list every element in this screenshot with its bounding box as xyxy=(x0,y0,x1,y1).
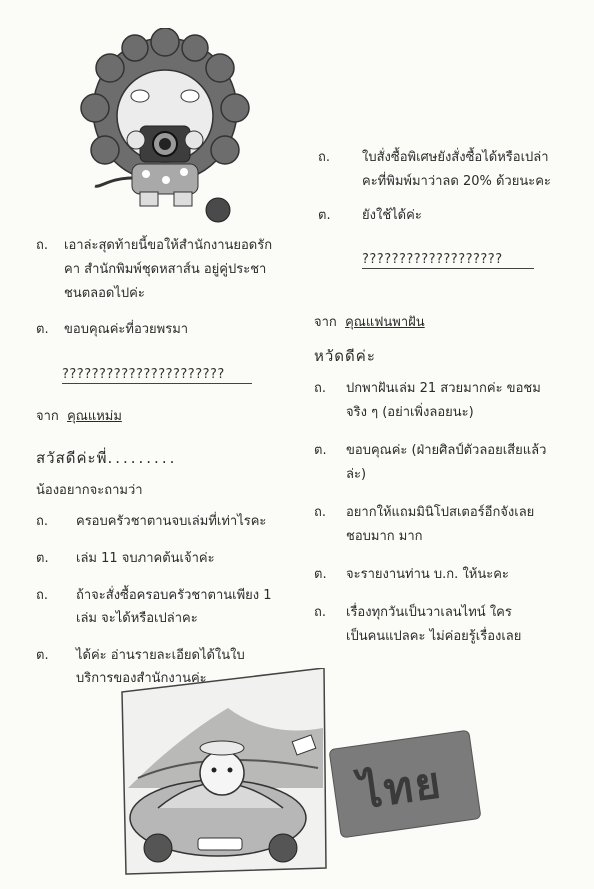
answer-marker: ต. xyxy=(36,648,49,663)
question-line: ชอบมาก มาก xyxy=(346,529,423,544)
car-illustration xyxy=(118,668,330,876)
question-marker: ถ. xyxy=(36,588,49,603)
answer-marker: ต. xyxy=(314,443,327,458)
question-line: เอาล่ะสุดท้ายนี้ขอให้สำนักงานยอดรัก xyxy=(64,238,273,253)
from-name: คุณแหม่ม xyxy=(67,409,122,424)
question-line: ถ้าจะสั่งซื้อครอบครัวชาตานเพียง 1 xyxy=(76,588,272,603)
answer-line: ล่ะ) xyxy=(346,467,367,482)
question-marker: ถ. xyxy=(318,150,331,165)
greeting-dots: ......... xyxy=(107,449,178,467)
question-line: ชนตลอดไปค่ะ xyxy=(64,286,145,301)
question-line: คะที่พิมพ์มาว่าลด 20% ด้วยนะคะ xyxy=(362,174,551,189)
question-line: ปกพาฝันเล่ม 21 สวยมากค่ะ ขอชม xyxy=(346,381,541,396)
answer-line: ขอบคุณค่ะ (ฝ่ายศิลป์ตัวลอยเสียแล้ว xyxy=(346,443,547,458)
question-line: เล่ม จะได้หรือเปล่าคะ xyxy=(76,611,198,626)
answer-line: จะรายงานท่าน บ.ก. ให้นะคะ xyxy=(346,567,509,582)
stamp-text: ไทย xyxy=(356,757,446,820)
question-marker: ถ. xyxy=(314,381,327,396)
answer-line: ขอบคุณค่ะที่อวยพรมา xyxy=(64,322,189,337)
answer-marker: ต. xyxy=(36,551,49,566)
left-separator: ?????????????????????? xyxy=(62,367,252,385)
answer-line: เล่ม 11 จบภาคต้นเจ้าค่ะ xyxy=(76,551,215,566)
answer-marker: ต. xyxy=(36,322,49,337)
question-marker: ถ. xyxy=(314,605,327,620)
left-intro: น้องอยากจะถามว่า xyxy=(36,483,143,498)
thai-stamp xyxy=(328,730,481,839)
question-line: จริง ๆ (อย่าเพิ่งลอยนะ) xyxy=(346,405,474,420)
right-greeting: หวัดดีค่ะ xyxy=(314,347,376,365)
from-prefix: จาก xyxy=(314,315,337,330)
right-separator: ??????????????????? xyxy=(362,252,534,270)
question-line: ใบสั่งซื้อพิเศษยังสั่งซื้อได้หรือเปล่า xyxy=(362,150,549,165)
question-line: คา สำนักพิมพ์ชุดหสาส์น อยู่คู่ประชา xyxy=(64,262,267,277)
from-name: คุณแฟนพาฝัน xyxy=(345,315,425,330)
question-marker: ถ. xyxy=(36,238,49,253)
answer-marker: ต. xyxy=(318,208,331,223)
question-line: ครอบครัวชาตานจบเล่มที่เท่าไรคะ xyxy=(76,514,267,529)
question-line: อยากให้แถมมินิโปสเตอร์อีกจังเลย xyxy=(346,505,535,520)
lion-camera-illustration xyxy=(70,28,260,228)
left-greeting xyxy=(36,446,177,470)
answer-line: บริการของสำนักงานค่ะ xyxy=(76,671,207,686)
answer-line: ได้ค่ะ อ่านรายละเอียดได้ในใบ xyxy=(76,648,245,663)
question-line: เป็นคนแปลคะ ไม่ค่อยรู้เรื่องเลย xyxy=(346,629,522,644)
question-line: เรื่องทุกวันเป็นวาเลนไทน์ ใคร xyxy=(346,605,512,620)
question-marker: ถ. xyxy=(314,505,327,520)
greeting-text: สวัสดีค่ะพี่ xyxy=(36,449,108,467)
from-prefix: จาก xyxy=(36,409,59,424)
left-from-line xyxy=(36,405,122,426)
answer-marker: ต. xyxy=(314,567,327,582)
answer-line: ยังใช้ได้ค่ะ xyxy=(362,208,422,223)
right-from-line xyxy=(314,311,425,332)
question-marker: ถ. xyxy=(36,514,49,529)
